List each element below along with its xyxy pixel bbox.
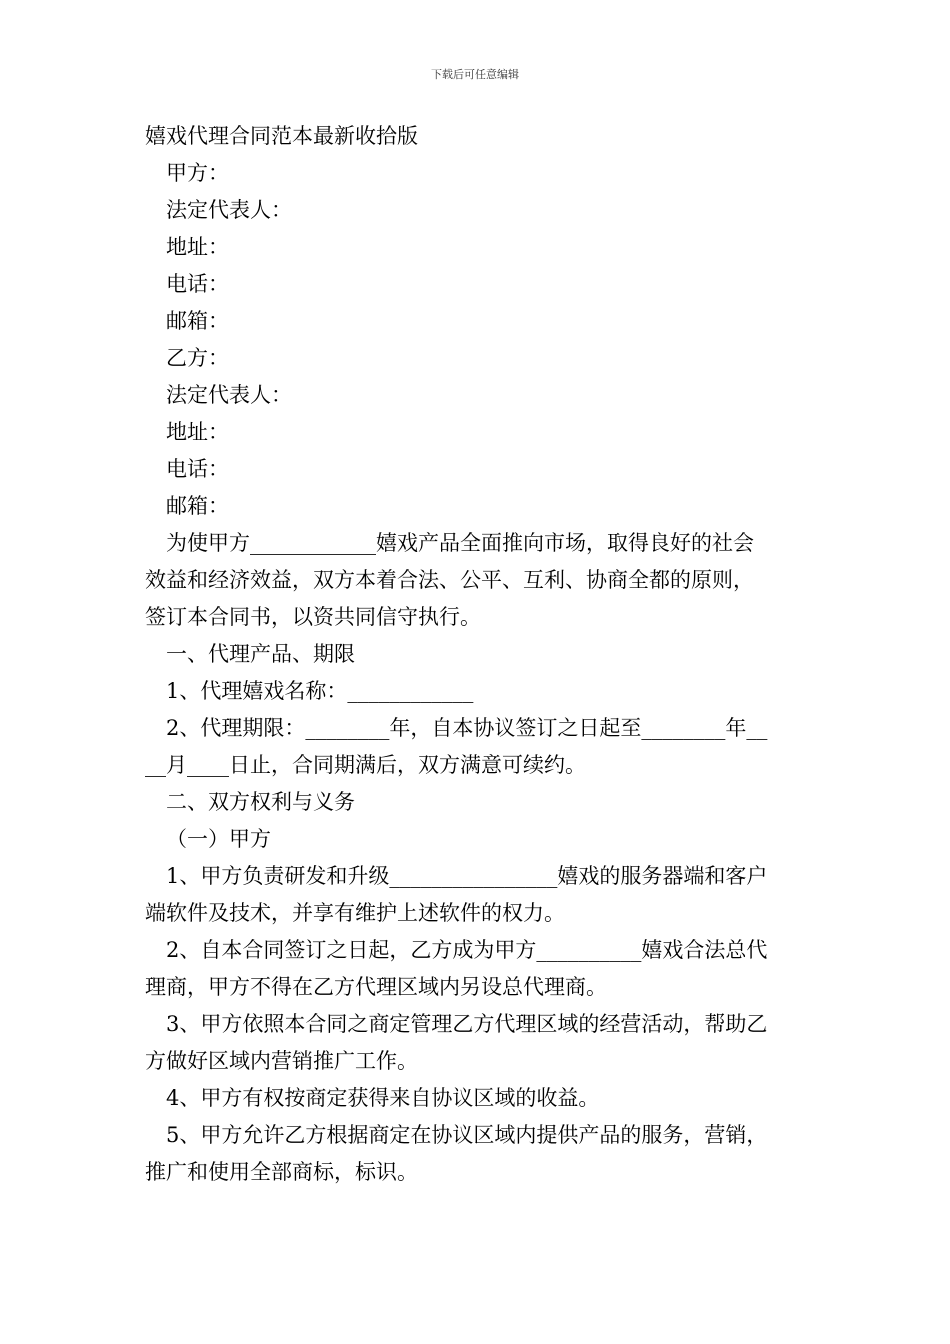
section-2-item-1-line-2: 端软件及技术，并享有维护上述软件的权力。 [145,901,565,925]
section-2-sub-1: （一）甲方 [166,827,271,851]
party-a-phone: 电话： [166,272,229,296]
section-2-heading: 二、双方权利与义务 [166,790,355,814]
intro-line-1: 为使甲方____________嬉戏产品全面推向市场，取得良好的社会 [166,531,754,555]
section-2-item-1-line-1: 1、甲方负责研发和升级________________嬉戏的服务器端和客户 [166,864,768,888]
party-a-label: 甲方： [166,161,229,185]
document-body [145,118,810,1191]
party-b-address: 地址： [166,420,229,444]
section-2-item-2-line-2: 理商，甲方不得在乙方代理区域内另设总代理商。 [145,975,607,999]
header-note: 下载后可任意编辑 [431,68,519,81]
party-b-phone: 电话： [166,457,229,481]
party-b-label: 乙方： [166,346,229,370]
intro-line-3: 签订本合同书，以资共同信守执行。 [145,605,481,629]
section-1-heading: 一、代理产品、期限 [166,642,355,666]
party-a-address: 地址： [166,235,229,259]
section-2-item-4: 4、甲方有权按商定获得来自协议区域的收益。 [166,1086,600,1110]
section-1-item-2-line-1: 2、代理期限：________年，自本协议签订之日起至________年__ [166,716,768,740]
party-a-email: 邮箱： [166,309,229,333]
party-b-email: 邮箱： [166,494,229,518]
document-title: 嬉戏代理合同范本最新收拾版 [145,124,418,148]
section-2-item-2-line-1: 2、自本合同签订之日起，乙方成为甲方__________嬉戏合法总代 [166,938,768,962]
section-1-item-2-line-2: __月____日止，合同期满后，双方满意可续约。 [145,753,586,777]
section-2-item-3-line-1: 3、甲方依照本合同之商定管理乙方代理区域的经营活动，帮助乙 [166,1012,768,1036]
intro-line-2: 效益和经济效益，双方本着合法、公平、互利、协商全都的原则， [145,568,754,592]
section-1-item-1: 1、代理嬉戏名称：____________ [166,679,474,703]
section-2-item-5-line-1: 5、甲方允许乙方根据商定在协议区域内提供产品的服务，营销， [166,1123,768,1147]
section-2-item-3-line-2: 方做好区域内营销推广工作。 [145,1049,418,1073]
party-b-rep: 法定代表人： [166,383,292,407]
party-a-rep: 法定代表人： [166,198,292,222]
section-2-item-5-line-2: 推广和使用全部商标，标识。 [145,1160,418,1184]
